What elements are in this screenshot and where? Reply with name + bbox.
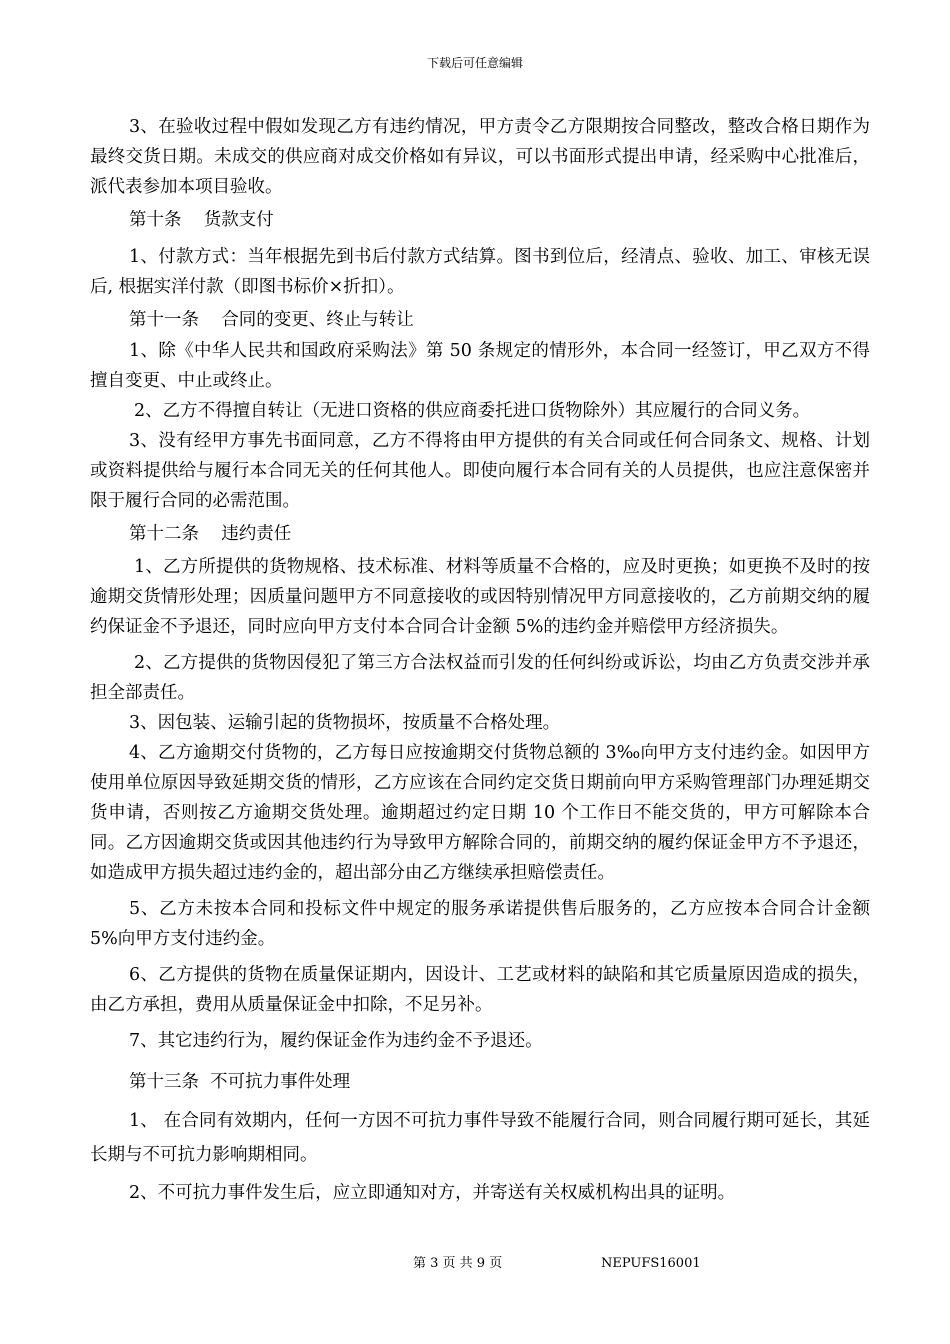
article-13-heading: 第十三条 不可抗力事件处理 (129, 1072, 351, 1092)
paragraph-acceptance-3: 3、在验收过程中假如发现乙方有违约情况，甲方责令乙方限期按合同整改，整改合格日期作为最终交货日期。未成交的供应商对成交价格如有异议，可以书面形式提出申请，经采购中心批准后，派代表参加本项目验收。 (90, 117, 870, 197)
page-header-note: 下载后可任意编辑 (426, 56, 523, 70)
paragraph-liability-3: 3、因包装、运输引起的货物损坏，按质量不合格处理。 (129, 713, 561, 733)
page-number: 第 3 页 共 9 页 (413, 1256, 503, 1271)
document-body (90, 112, 870, 1208)
paragraph-liability-6: 6、乙方提供的货物在质量保证期内，因设计、工艺或材料的缺陷和其它质量原因造成的损失，由乙方承担，费用从质量保证金中扣除，不足另补。 (90, 965, 870, 1015)
article-10-heading: 第十条 货款支付 (129, 210, 274, 230)
paragraph-liability-4: 4、乙方逾期交付货物的，乙方每日应按逾期交付货物总额的 3‰向甲方支付违约金。如因甲方使用单位原因导致延期交货的情形，乙方应该在合同约定交货日期前向甲方采购管理部门办理延期交货申请，否则按乙方逾期交货处理。逾期超过约定日期 10 个工作日不能交货的，甲方可解除本合同。乙方因逾期交货或因其他违约行为导致甲方解除合同的，前期交纳的履约保证金甲方不予退还，如造成甲方损失超过违约金的，超出部分由乙方继续承担赔偿责任。 (90, 743, 870, 883)
paragraph-liability-5: 5、乙方未按本合同和投标文件中规定的服务承诺提供售后服务的，乙方应按本合同合计金额 5%向甲方支付违约金。 (90, 899, 870, 949)
paragraph-liability-7: 7、其它违约行为，履约保证金作为违约金不予退还。 (129, 1031, 543, 1051)
paragraph-change-1: 1、除《中华人民共和国政府采购法》第 50 条规定的情形外，本合同一经签订，甲乙双方不得擅自变更、中止或终止。 (90, 341, 870, 391)
paragraph-force-majeure-1: 1、 在合同有效期内，任何一方因不可抗力事件导致不能履行合同，则合同履行期可延长，其延长期与不可抗力影响期相同。 (90, 1111, 870, 1165)
article-12-heading: 第十二条 违约责任 (129, 524, 292, 544)
paragraph-liability-2: 2、乙方提供的货物因侵犯了第三方合法权益而引发的任何纠纷或诉讼，均由乙方负责交涉并承担全部责任。 (90, 653, 870, 703)
paragraph-payment-1: 1、付款方式：当年根据先到书后付款方式结算。图书到位后，经清点、验收、加工、审核无误后, 根据实洋付款（即图书标价×折扣）。 (90, 247, 870, 297)
article-11-heading: 第十一条 合同的变更、终止与转让 (129, 310, 414, 330)
paragraph-liability-1: 1、乙方所提供的货物规格、技术标准、材料等质量不合格的，应及时更换；如更换不及时的按逾期交货情形处理；因质量问题甲方不同意接收的或因特别情况甲方同意接收的，乙方前期交纳的履约保证金不予退还，同时应向甲方支付本合同合计金额 5%的违约金并赔偿甲方经济损失。 (90, 557, 870, 637)
paragraph-change-3: 3、没有经甲方事先书面同意，乙方不得将由甲方提供的有关合同或任何合同条文、规格、计划或资料提供给与履行本合同无关的任何其他人。即使向履行本合同有关的人员提供，也应注意保密并限于履行合同的必需范围。 (90, 431, 870, 511)
document-code: NEPUFS16001 (601, 1256, 701, 1271)
paragraph-force-majeure-2: 2、不可抗力事件发生后，应立即通知对方，并寄送有关权威机构出具的证明。 (129, 1183, 736, 1203)
paragraph-change-2: 2、乙方不得擅自转让（无进口资格的供应商委托进口货物除外）其应履行的合同义务。 (134, 401, 811, 421)
